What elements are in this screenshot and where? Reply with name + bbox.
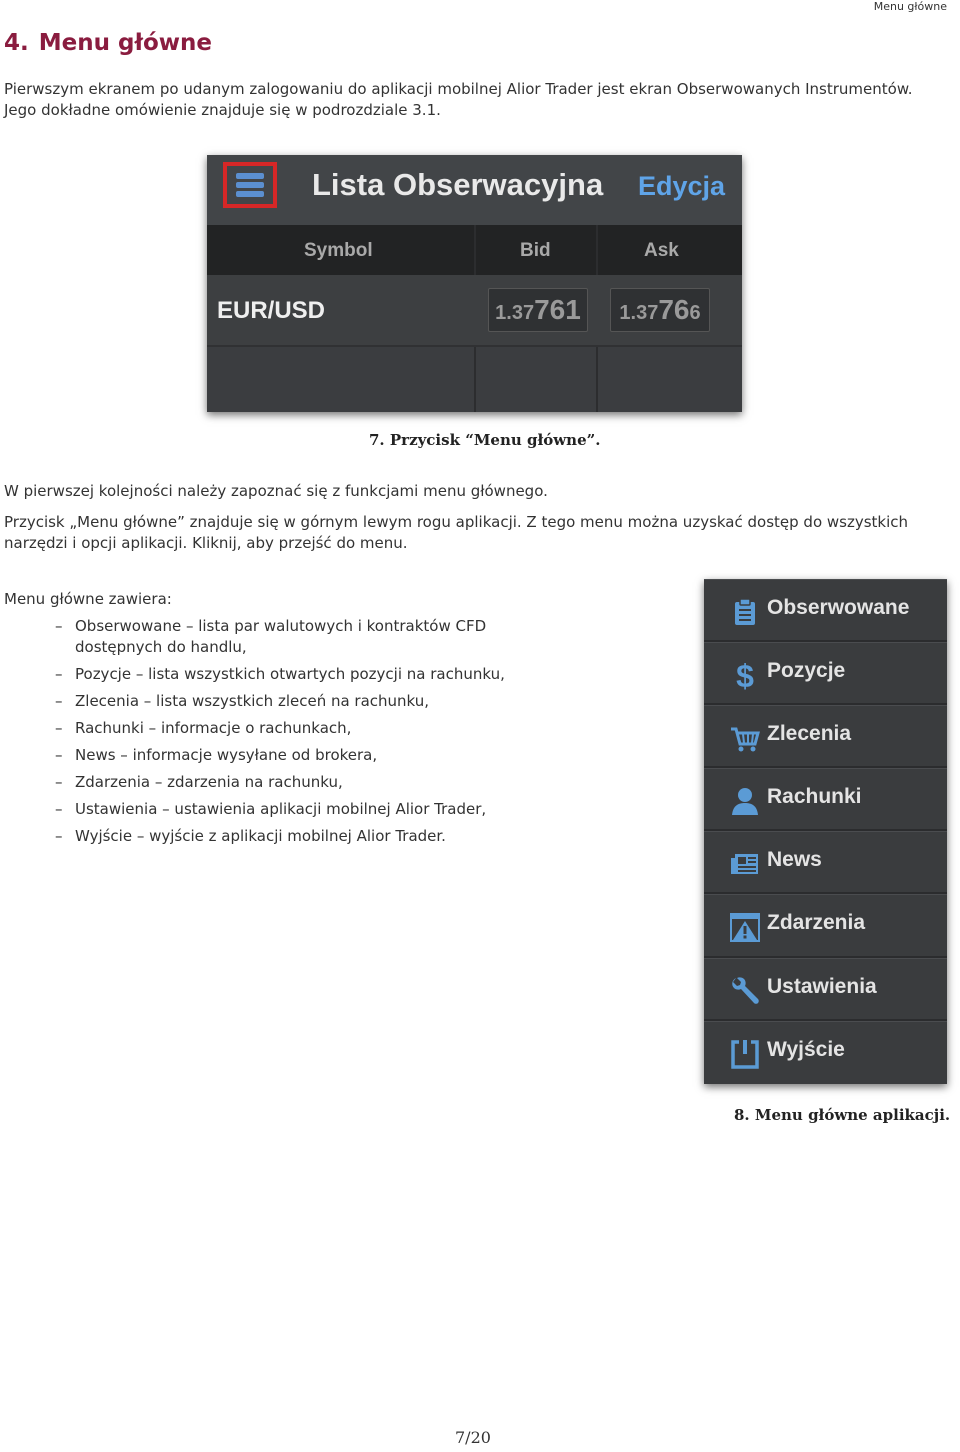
menu-item-ustawienia[interactable]: [704, 958, 947, 1021]
bid-tail: 1: [565, 294, 581, 325]
list-item-text: Ustawienia – ustawienia aplikacji mobilnej Alior Trader,: [75, 800, 487, 818]
list-item-text: Wyjście – wyjście z aplikacji mobilnej Alior Trader.: [75, 827, 446, 845]
menu-label: Pozycje: [767, 659, 846, 683]
bid-pips: 76: [534, 294, 566, 325]
hamburger-icon: [236, 173, 264, 179]
column-bid: Bid: [520, 240, 551, 261]
paragraph-2: Przycisk „Menu główne” znajduje się w górnym lewym rogu aplikacji. Z tego menu można uzyskać dostęp do wszystkich narzędzi i opcji aplikacji. Kliknij, aby przejść do menu.: [4, 513, 909, 552]
exit-icon: [730, 1039, 760, 1069]
main-menu-button[interactable]: [223, 162, 277, 208]
watchlist-row[interactable]: [207, 275, 742, 347]
svg-text:$: $: [736, 660, 754, 691]
list-dash: –: [55, 746, 63, 764]
figure2-caption: 8. Menu główne aplikacji.: [734, 1106, 951, 1124]
section-title: [4, 30, 212, 56]
list-item-text: Obserwowane – lista par walutowych i kontraktów CFD dostępnych do handlu,: [75, 617, 487, 656]
menu-item-zdarzenia[interactable]: [704, 894, 947, 957]
menu-item-pozycje[interactable]: [704, 642, 947, 705]
newspaper-icon: [730, 849, 760, 879]
edit-button[interactable]: Edycja: [638, 171, 726, 201]
section-title-text: Menu główne: [38, 30, 213, 56]
hamburger-icon-line: [236, 191, 264, 197]
list-dash: –: [55, 617, 63, 635]
menu-item-obserwowane[interactable]: [704, 579, 947, 642]
column-ask: Ask: [644, 240, 679, 261]
menu-item-news[interactable]: [704, 831, 947, 894]
paragraph-1: W pierwszej kolejności należy zapoznać się z funkcjami menu głównego.: [4, 482, 548, 500]
menu-item-rachunki[interactable]: [704, 768, 947, 831]
menu-label: Zdarzenia: [767, 911, 866, 935]
figure1-caption: 7. Przycisk “Menu główne”.: [369, 431, 601, 449]
list-dash: –: [55, 719, 63, 737]
bid-price-button[interactable]: [488, 288, 588, 332]
page-number: 7/20: [455, 1428, 491, 1447]
running-header: Menu główne: [873, 0, 947, 13]
user-icon: [730, 786, 760, 816]
ask-pips: 76: [658, 294, 690, 325]
dollar-icon: [730, 660, 760, 690]
menu-label: Obserwowane: [767, 596, 910, 619]
list-item-text: Pozycje – lista wszystkich otwartych pozycji na rachunku,: [75, 665, 505, 683]
watchlist-screenshot: [207, 155, 742, 412]
list-item-text: News – informacje wysyłane od brokera,: [75, 746, 378, 764]
ask-tail: 6: [689, 302, 701, 324]
menu-label: Zlecenia: [767, 722, 852, 746]
clipboard-icon: [730, 597, 760, 627]
column-symbol: Symbol: [304, 240, 373, 261]
list-intro: Menu główne zawiera:: [4, 590, 172, 608]
menu-label: News: [767, 848, 822, 872]
ask-prefix: 1.37: [619, 302, 659, 324]
list-dash: –: [55, 827, 63, 845]
bid-prefix: 1.37: [495, 302, 535, 324]
list-item-text: Zlecenia – lista wszystkich zleceń na rachunku,: [75, 692, 430, 710]
menu-label: Rachunki: [767, 785, 862, 809]
wrench-icon: [730, 976, 760, 1006]
watchlist-title: Lista Obserwacyjna: [312, 167, 604, 202]
warning-icon: [730, 912, 760, 942]
menu-item-zlecenia[interactable]: [704, 705, 947, 768]
watchlist-topbar: [207, 155, 742, 225]
list-dash: –: [55, 665, 63, 683]
menu-label: Ustawienia: [767, 974, 877, 998]
list-item-text: Rachunki – informacje o rachunkach,: [75, 719, 352, 737]
ask-price-button[interactable]: [610, 288, 710, 332]
section-number: 4.: [4, 30, 29, 56]
cart-icon: [730, 723, 760, 753]
main-menu-screenshot: [704, 579, 947, 1084]
hamburger-icon-line: [236, 182, 264, 188]
list-dash: –: [55, 800, 63, 818]
row-symbol: EUR/USD: [217, 297, 326, 324]
list-item-text: Zdarzenia – zdarzenia na rachunku,: [75, 773, 343, 791]
list-dash: –: [55, 773, 63, 791]
intro-paragraph: Pierwszym ekranem po udanym zalogowaniu do aplikacji mobilnej Alior Trader jest ekran Obserwowanych Instrumentów. Jego dokładne omówienie znajduje się w podrozdziale 3.1.: [4, 80, 913, 119]
menu-label: Wyjście: [767, 1037, 845, 1061]
list-dash: –: [55, 692, 63, 710]
menu-item-wyjscie[interactable]: [704, 1021, 947, 1084]
